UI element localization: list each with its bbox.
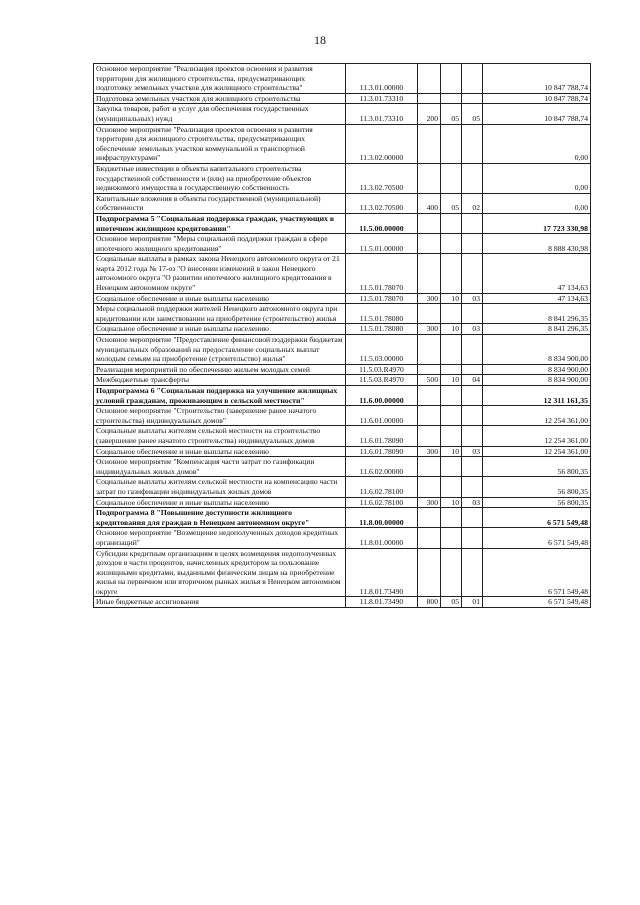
section-cell: 05	[441, 597, 462, 608]
code-cell: 11.8.01.73490	[346, 548, 418, 597]
code-cell: 11.5.00.00000	[346, 213, 418, 233]
subsection-cell	[462, 234, 483, 254]
section-cell	[441, 426, 462, 446]
subsection-cell	[462, 335, 483, 365]
section-cell	[441, 124, 462, 163]
code-cell: 11.3.02.70500	[346, 163, 418, 193]
name-cell: Социальное обеспечение и иные выплаты населению	[94, 497, 346, 508]
sum-cell: 8 834 900,00	[483, 375, 591, 386]
code-cell: 11.5.01.78070	[346, 254, 418, 293]
name-cell: Социальные выплаты жителям сельской местности на строительство (завершение ранее начатого строительства) индивидуальных домов	[94, 426, 346, 446]
expense-type-cell	[418, 508, 441, 528]
sum-cell: 0,00	[483, 124, 591, 163]
subprogram-row	[94, 508, 591, 528]
sum-cell: 47 134,63	[483, 293, 591, 304]
subsection-cell: 04	[462, 375, 483, 386]
expense-type-cell	[418, 548, 441, 597]
sum-cell: 12 254 361,00	[483, 446, 591, 457]
section-cell	[441, 163, 462, 193]
subsection-cell	[462, 213, 483, 233]
subsection-cell	[462, 528, 483, 548]
name-cell: Подготовка земельных участков для жилищного строительства	[94, 93, 346, 104]
sum-cell: 8 841 296,35	[483, 304, 591, 324]
section-cell	[441, 93, 462, 104]
section-cell: 10	[441, 324, 462, 335]
subsection-cell: 03	[462, 293, 483, 304]
table-row	[94, 193, 591, 213]
name-cell: Социальные выплаты жителям сельской местности на компенсацию части затрат по газификации индивидуальных жилых домов	[94, 477, 346, 497]
sum-cell: 56 800,35	[483, 497, 591, 508]
name-cell: Иные бюджетные ассигнования	[94, 597, 346, 608]
expense-type-cell: 200	[418, 104, 441, 124]
table-row	[94, 324, 591, 335]
table-row	[94, 234, 591, 254]
name-cell: Социальное обеспечение и иные выплаты населению	[94, 324, 346, 335]
sum-cell: 10 847 788,74	[483, 64, 591, 94]
code-cell: 11.3.01.73310	[346, 104, 418, 124]
expense-type-cell: 400	[418, 193, 441, 213]
expense-type-cell	[418, 335, 441, 365]
sum-cell: 47 134,63	[483, 254, 591, 293]
name-cell: Основное мероприятие "Предоставление финансовой поддержки бюджетам муниципальных образований на предоставление социальных выплат молодым семьям на приобретение (строительство) жилья"	[94, 335, 346, 365]
table-row	[94, 446, 591, 457]
subsection-cell	[462, 508, 483, 528]
expense-type-cell	[418, 386, 441, 406]
section-cell	[441, 234, 462, 254]
section-cell: 10	[441, 446, 462, 457]
subsection-cell: 03	[462, 446, 483, 457]
expense-type-cell	[418, 528, 441, 548]
sum-cell: 6 571 549,48	[483, 508, 591, 528]
name-cell: Меры социальной поддержки жителей Ненецкого автономного округа при кредитовании или заимствовании на приобретение (строительство) жилья	[94, 304, 346, 324]
table-row	[94, 406, 591, 426]
code-cell: 11.6.01.78090	[346, 426, 418, 446]
table-row	[94, 375, 591, 386]
name-cell: Подпрограмма 6 "Социальная поддержка на улучшение жилищных условий гражданам, проживающим в сельской местности"	[94, 386, 346, 406]
subsection-cell: 03	[462, 497, 483, 508]
expense-type-cell: 300	[418, 293, 441, 304]
subsection-cell	[462, 364, 483, 375]
section-cell	[441, 335, 462, 365]
code-cell: 11.5.01.78070	[346, 293, 418, 304]
code-cell: 11.5.01.78080	[346, 324, 418, 335]
section-cell: 10	[441, 497, 462, 508]
section-cell	[441, 213, 462, 233]
code-cell: 11.5.03.R4970	[346, 364, 418, 375]
subsection-cell	[462, 93, 483, 104]
code-cell: 11.6.02.78100	[346, 497, 418, 508]
expense-type-cell	[418, 64, 441, 94]
subsection-cell	[462, 163, 483, 193]
code-cell: 11.6.00.00000	[346, 386, 418, 406]
name-cell: Подпрограмма 8 "Повышение доступности жилищного кредитования для граждан в Ненецком автономном округе"	[94, 508, 346, 528]
table-row	[94, 93, 591, 104]
expense-type-cell	[418, 163, 441, 193]
table-row	[94, 254, 591, 293]
subsection-cell	[462, 386, 483, 406]
sum-cell: 8 888 430,98	[483, 234, 591, 254]
table-row	[94, 548, 591, 597]
sum-cell: 8 834 900,00	[483, 364, 591, 375]
budget-table	[93, 63, 591, 608]
budget-table-body	[94, 64, 591, 608]
sum-cell: 12 311 161,35	[483, 386, 591, 406]
expense-type-cell	[418, 124, 441, 163]
subsection-cell: 03	[462, 324, 483, 335]
expense-type-cell	[418, 213, 441, 233]
section-cell	[441, 548, 462, 597]
subsection-cell	[462, 477, 483, 497]
name-cell: Социальные выплаты в рамках закона Ненецкого автономного округа от 21 марта 2012 года № 17-оз "О внесении изменений в закон Ненецкого автономного округа "О развитии ипотечного жилищного кредитования в Ненецком автономном округе"	[94, 254, 346, 293]
expense-type-cell	[418, 426, 441, 446]
section-cell	[441, 364, 462, 375]
code-cell: 11.5.03.R4970	[346, 375, 418, 386]
expense-type-cell	[418, 364, 441, 375]
subsection-cell: 02	[462, 193, 483, 213]
section-cell: 10	[441, 375, 462, 386]
code-cell: 11.6.01.00000	[346, 406, 418, 426]
code-cell: 11.3.02.70500	[346, 193, 418, 213]
code-cell: 11.6.02.78100	[346, 477, 418, 497]
name-cell: Основное мероприятие "Реализация проектов освоения и развития территории для жилищного строительства, предусматривающих обеспечение земельных участков коммунальной и транспортной инфраструктурами"	[94, 124, 346, 163]
subsection-cell: 01	[462, 597, 483, 608]
table-row	[94, 64, 591, 94]
subsection-cell	[462, 304, 483, 324]
code-cell: 11.8.01.00000	[346, 528, 418, 548]
code-cell: 11.8.00.00000	[346, 508, 418, 528]
code-cell: 11.6.02.00000	[346, 457, 418, 477]
table-row	[94, 597, 591, 608]
section-cell	[441, 457, 462, 477]
expense-type-cell: 300	[418, 497, 441, 508]
sum-cell: 56 800,35	[483, 477, 591, 497]
table-row	[94, 335, 591, 365]
section-cell	[441, 406, 462, 426]
code-cell: 11.3.01.00000	[346, 64, 418, 94]
sum-cell: 12 254 361,00	[483, 406, 591, 426]
subsection-cell	[462, 548, 483, 597]
name-cell: Основное мероприятие "Строительство (завершение ранее начатого строительства) индивидуальных домов"	[94, 406, 346, 426]
expense-type-cell: 300	[418, 446, 441, 457]
subsection-cell	[462, 426, 483, 446]
section-cell: 05	[441, 104, 462, 124]
section-cell	[441, 64, 462, 94]
subsection-cell	[462, 457, 483, 477]
expense-type-cell	[418, 406, 441, 426]
subsection-cell	[462, 406, 483, 426]
subsection-cell	[462, 64, 483, 94]
expense-type-cell	[418, 457, 441, 477]
sum-cell: 6 571 549,48	[483, 597, 591, 608]
table-row	[94, 457, 591, 477]
name-cell: Социальное обеспечение и иные выплаты населению	[94, 446, 346, 457]
code-cell: 11.3.02.00000	[346, 124, 418, 163]
sum-cell: 12 254 361,00	[483, 426, 591, 446]
section-cell	[441, 254, 462, 293]
expense-type-cell	[418, 234, 441, 254]
page-number: 18	[314, 33, 326, 47]
table-row	[94, 124, 591, 163]
subsection-cell	[462, 124, 483, 163]
table-row	[94, 293, 591, 304]
sum-cell: 8 834 900,00	[483, 335, 591, 365]
sum-cell: 10 847 788,74	[483, 104, 591, 124]
expense-type-cell: 300	[418, 324, 441, 335]
sum-cell: 6 571 549,48	[483, 528, 591, 548]
name-cell: Межбюджетные трансферты	[94, 375, 346, 386]
subprogram-row	[94, 386, 591, 406]
section-cell	[441, 477, 462, 497]
name-cell: Социальное обеспечение и иные выплаты населению	[94, 293, 346, 304]
subsection-cell	[462, 254, 483, 293]
code-cell: 11.3.01.73310	[346, 93, 418, 104]
code-cell: 11.6.01.78090	[346, 446, 418, 457]
sum-cell: 17 723 330,98	[483, 213, 591, 233]
expense-type-cell	[418, 304, 441, 324]
name-cell: Реализация мероприятий по обеспечению жильем молодых семей	[94, 364, 346, 375]
code-cell: 11.5.03.00000	[346, 335, 418, 365]
name-cell: Основное мероприятие "Возмещение недополученных доходов кредитных организаций"	[94, 528, 346, 548]
section-cell	[441, 386, 462, 406]
name-cell: Основное мероприятие "Реализация проектов освоения и развития территории для жилищного строительства, предусматривающих подготовку земельных участков для жилищного строительства"	[94, 64, 346, 94]
table-row	[94, 104, 591, 124]
table-row	[94, 426, 591, 446]
sum-cell: 6 571 549,48	[483, 548, 591, 597]
code-cell: 11.5.01.78080	[346, 304, 418, 324]
table-row	[94, 304, 591, 324]
sum-cell: 0,00	[483, 193, 591, 213]
name-cell: Закупка товаров, работ и услуг для обеспечения государственных (муниципальных) нужд	[94, 104, 346, 124]
sum-cell: 56 800,35	[483, 457, 591, 477]
subprogram-row	[94, 213, 591, 233]
table-row	[94, 528, 591, 548]
section-cell	[441, 528, 462, 548]
table-row	[94, 497, 591, 508]
expense-type-cell: 800	[418, 597, 441, 608]
section-cell: 05	[441, 193, 462, 213]
table-row	[94, 477, 591, 497]
name-cell: Подпрограмма 5 "Социальная поддержка граждан, участвующих в ипотечном жилищном кредитовании"	[94, 213, 346, 233]
code-cell: 11.8.01.73490	[346, 597, 418, 608]
name-cell: Субсидии кредитным организациям в целях возмещения недополученных доходов в части процентов, начисленных кредитором за пользование жилищными кредитами, выданными физическим лицам на приобретение жилья на первичном или вторичном рынках жилья в Ненецком автономном округе	[94, 548, 346, 597]
section-cell	[441, 304, 462, 324]
expense-type-cell	[418, 477, 441, 497]
subsection-cell: 05	[462, 104, 483, 124]
table-row	[94, 163, 591, 193]
name-cell: Бюджетные инвестиции в объекты капитального строительства государственной собственности и (или) на приобретение объектов недвижимого имущества в государственную собственность	[94, 163, 346, 193]
name-cell: Капитальные вложения в объекты государственной (муниципальной) собственности	[94, 193, 346, 213]
section-cell: 10	[441, 293, 462, 304]
sum-cell: 0,00	[483, 163, 591, 193]
sum-cell: 10 847 788,74	[483, 93, 591, 104]
sum-cell: 8 841 296,35	[483, 324, 591, 335]
table-row	[94, 364, 591, 375]
expense-type-cell	[418, 254, 441, 293]
expense-type-cell	[418, 93, 441, 104]
name-cell: Основное мероприятие "Компенсация части затрат по газификации индивидуальных жилых домов"	[94, 457, 346, 477]
expense-type-cell: 500	[418, 375, 441, 386]
section-cell	[441, 508, 462, 528]
code-cell: 11.5.01.00000	[346, 234, 418, 254]
name-cell: Основное мероприятие "Меры социальной поддержки граждан в сфере ипотечного жилищного кредитования"	[94, 234, 346, 254]
